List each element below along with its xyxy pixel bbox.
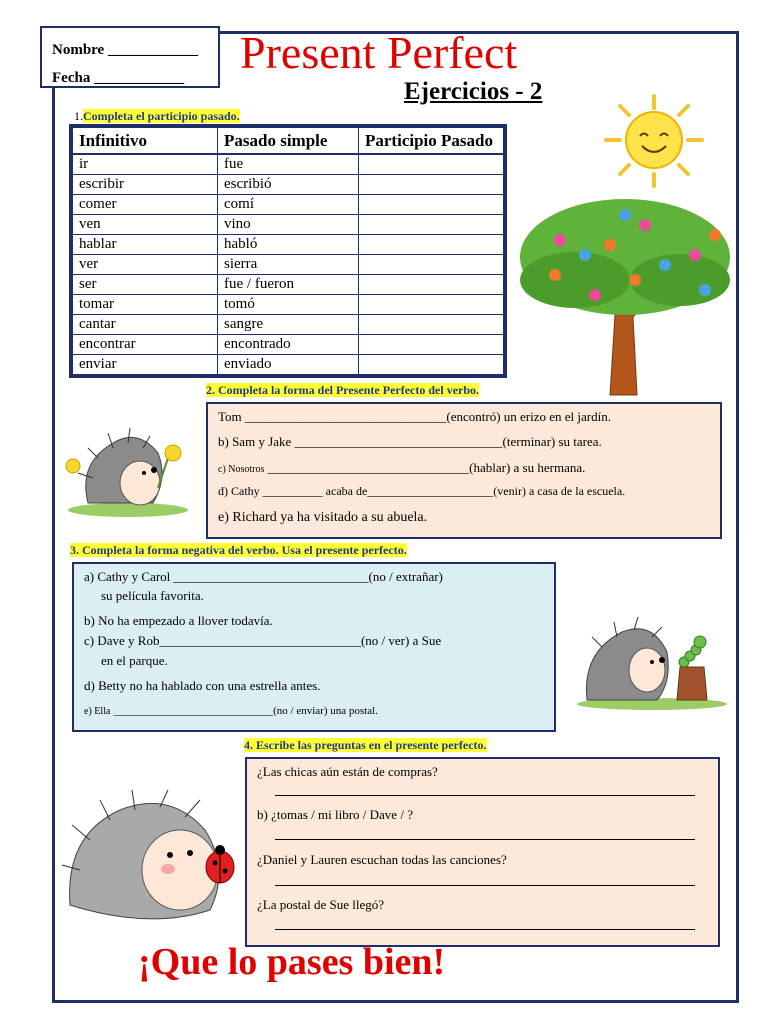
table-cell: ir: [73, 154, 218, 175]
table-cell: tomar: [73, 295, 218, 315]
table-cell: enviar: [73, 355, 218, 375]
page-subtitle: Ejercicios - 2: [404, 78, 543, 105]
exercise3-item: su película favorita.: [101, 588, 204, 603]
participle-answer-cell[interactable]: [359, 315, 504, 335]
participle-answer-cell[interactable]: [359, 295, 504, 315]
table-cell: cantar: [73, 315, 218, 335]
table-cell: sierra: [218, 255, 359, 275]
participle-answer-cell[interactable]: [359, 355, 504, 375]
table-row: [73, 255, 504, 275]
answer-line[interactable]: [275, 929, 695, 930]
table-row: [73, 175, 504, 195]
exercise2-item: c) Nosotros: [218, 464, 265, 475]
table-row: [73, 295, 504, 315]
exercise3-item: c) Dave y Rob_______________________________(no / ver) a Sue: [84, 633, 442, 648]
table-row: [73, 215, 504, 235]
exercise3-item: b) No ha empezado a llover todavía.: [84, 613, 273, 628]
answer-line[interactable]: [275, 795, 695, 796]
exercise1-instruction-text: Completa el participio pasado.: [83, 109, 240, 123]
hedgehog-caterpillar-icon: [572, 612, 732, 712]
participle-answer-cell[interactable]: [359, 275, 504, 295]
table-cell: escribir: [73, 175, 218, 195]
participle-answer-cell[interactable]: [359, 195, 504, 215]
exercise2-item: Tom _______________________________(encontró) un erizo en el jardín.: [218, 409, 611, 424]
exercise3-instruction-text: 3. Completa la forma negativa del verbo. Usa el presente perfecto.: [70, 543, 407, 557]
table-cell: comí: [218, 195, 359, 215]
exercise3-item: en el parque.: [101, 653, 168, 668]
exercise1-instruction: [74, 109, 240, 124]
exercise4-item: ¿Las chicas aún están de compras?: [257, 764, 438, 779]
exercise4-instruction: [244, 738, 487, 753]
participle-answer-cell[interactable]: [359, 175, 504, 195]
exercise3-box: [72, 562, 556, 732]
sun-icon: [600, 92, 708, 190]
table-row: [73, 315, 504, 335]
column-header: Infinitivo: [73, 128, 218, 155]
exercise2-instruction: [206, 383, 479, 398]
exercise4-item: ¿Daniel y Lauren escuchan todas las canciones?: [257, 852, 507, 867]
table-cell: sangre: [218, 315, 359, 335]
date-label: Fecha ____________: [52, 70, 185, 86]
exercise1-number: 1.: [74, 109, 83, 123]
verb-table: [72, 127, 504, 375]
participle-answer-cell[interactable]: [359, 235, 504, 255]
table-cell: ver: [73, 255, 218, 275]
exercise3-item: d) Betty no ha hablado con una estrella antes.: [84, 678, 321, 693]
table-cell: fue: [218, 154, 359, 175]
exercise2-box: [206, 402, 722, 539]
table-cell: comer: [73, 195, 218, 215]
participle-answer-cell[interactable]: [359, 335, 504, 355]
answer-line[interactable]: [275, 885, 695, 886]
table-cell: fue / fueron: [218, 275, 359, 295]
table-row: [73, 335, 504, 355]
table-cell: ser: [73, 275, 218, 295]
participle-answer-cell[interactable]: [359, 215, 504, 235]
exercise4-box: [245, 757, 720, 947]
exercise3-item: e) Ella: [84, 706, 111, 717]
table-cell: hablar: [73, 235, 218, 255]
table-cell: encontrar: [73, 335, 218, 355]
table-cell: tomó: [218, 295, 359, 315]
table-row: [73, 355, 504, 375]
exercise3-item: _____________________________(no / enviar) una postal.: [113, 705, 378, 717]
participle-answer-cell[interactable]: [359, 154, 504, 175]
table-cell: ven: [73, 215, 218, 235]
name-label: Nombre ____________: [52, 42, 198, 58]
hedgehog-ladybug-icon: [60, 785, 250, 935]
name-date-box: [40, 26, 220, 88]
tree-icon: [515, 195, 735, 400]
table-cell: escribió: [218, 175, 359, 195]
exercise2-item: d) Cathy __________ acaba de_____________________(venir) a casa de la escuela.: [218, 484, 626, 498]
exercise2-instruction-text: 2. Completa la forma del Presente Perfecto del verbo.: [206, 383, 480, 397]
exercise3-item: a) Cathy y Carol ______________________________(no / extrañar): [84, 569, 443, 584]
table-row: [73, 235, 504, 255]
participle-answer-cell[interactable]: [359, 255, 504, 275]
exercise4-item: b) ¿tomas / mi libro / Dave / ?: [257, 807, 413, 822]
hedgehog-flower-icon: [58, 418, 198, 518]
exercise2-item: _______________________________(hablar) a su hermana.: [267, 460, 586, 475]
verb-table-header: [73, 128, 504, 155]
exercise2-item: e) Richard ya ha visitado a su abuela.: [218, 510, 428, 525]
table-row: [73, 195, 504, 215]
exercise4-instruction-text: 4. Escribe las preguntas en el presente perfecto.: [244, 738, 487, 752]
closing-message: ¡Que lo pases bien!: [138, 941, 446, 983]
table-row: [73, 154, 504, 175]
page-title: Present Perfect: [240, 27, 518, 78]
exercise4-item: ¿La postal de Sue llegó?: [257, 897, 385, 912]
exercise2-item: b) Sam y Jake ________________________________(terminar) su tarea.: [218, 434, 602, 449]
table-cell: vino: [218, 215, 359, 235]
column-header: Pasado simple: [218, 128, 359, 155]
answer-line[interactable]: [275, 839, 695, 840]
column-header: Participio Pasado: [359, 128, 504, 155]
exercise3-instruction: [70, 543, 407, 558]
table-cell: enviado: [218, 355, 359, 375]
table-cell: encontrado: [218, 335, 359, 355]
table-row: [73, 275, 504, 295]
table-cell: habló: [218, 235, 359, 255]
